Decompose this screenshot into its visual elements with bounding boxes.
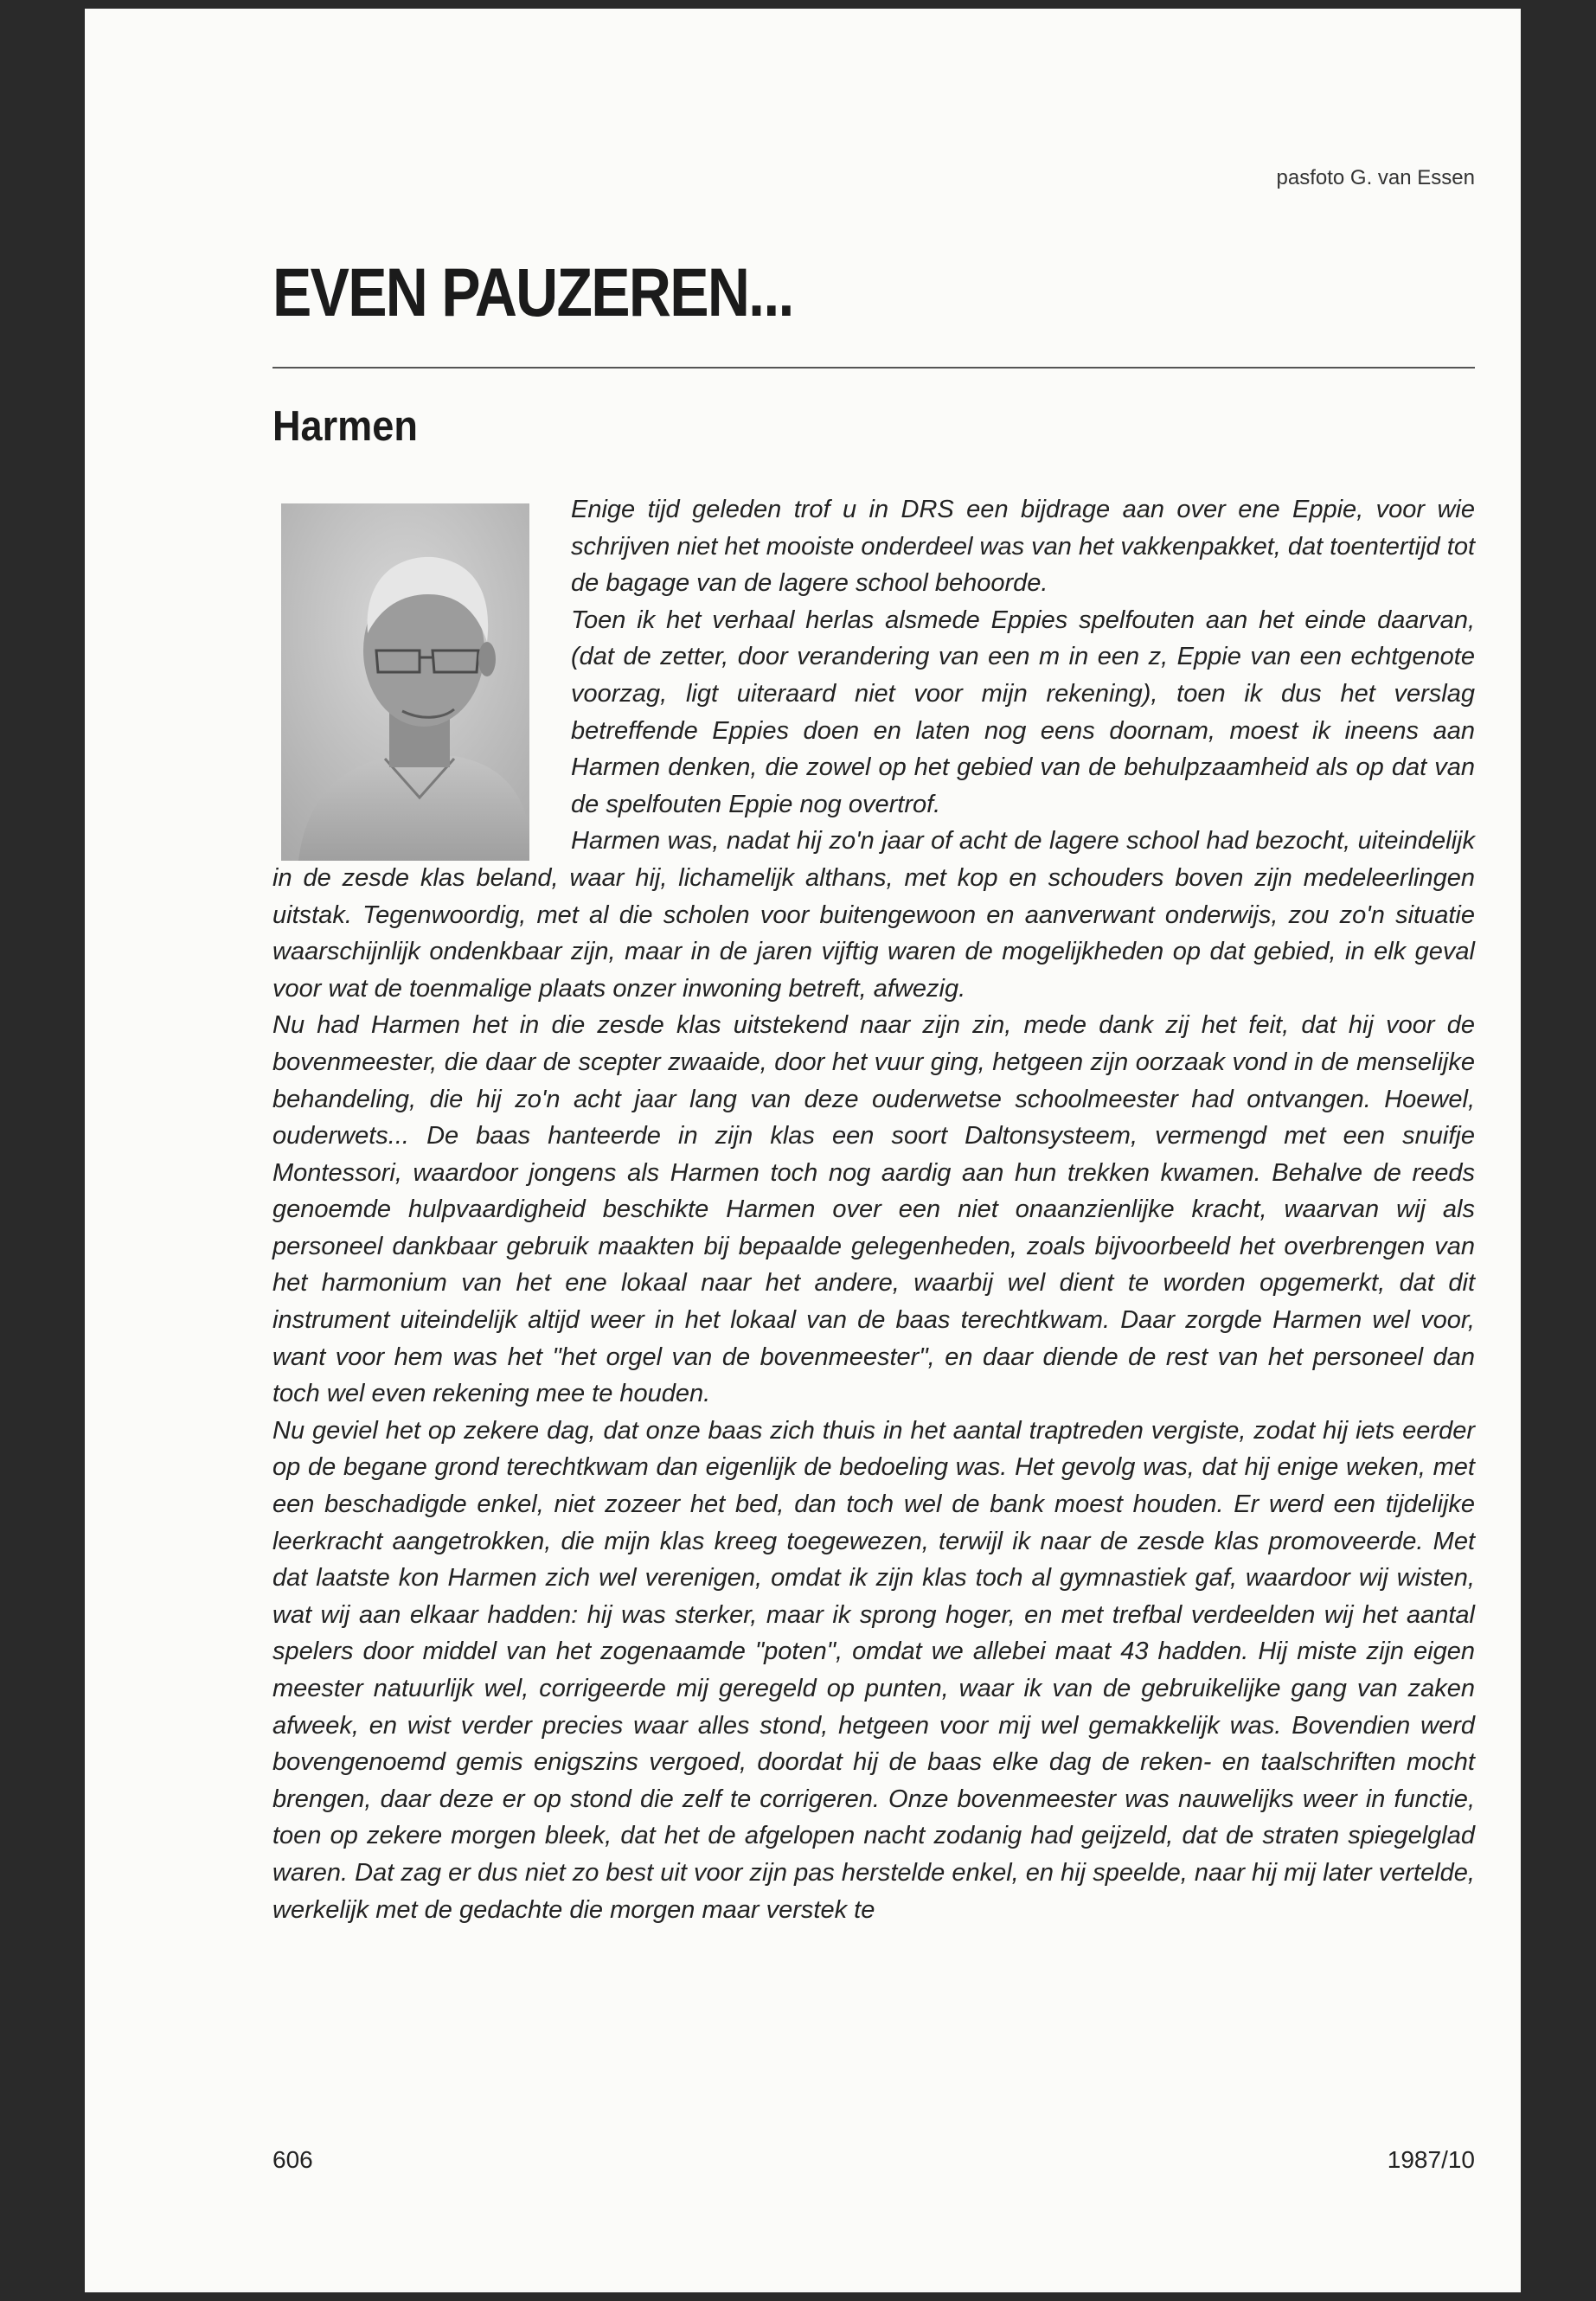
photo-spacer	[272, 491, 571, 849]
issue-number: 1987/10	[1387, 2146, 1475, 2173]
paragraph: Toen ik het verhaal herlas alsmede Eppies spelfouten aan het einde daarvan, (dat de zetter, door verandering van een m in een z, Eppie van een echtgenote voorzag, ligt uiteraard niet voor mijn rekening), toen ik dus het verslag betreffende Eppies doen en laten nog eens doornam, moest ik ineens aan Harmen denken, die zowel op het gebied van de behulpzaamheid als op dat van de spelfouten Eppie nog overtrof.	[571, 606, 1475, 818]
paragraph: Enige tijd geleden trof u in DRS een bijdrage aan over ene Eppie, voor wie schrijven niet het mooiste onderdeel was van het vakkenpakket, dat toentertijd tot de bagage van de lagere school behoorde.	[571, 496, 1475, 598]
page	[85, 9, 1521, 2292]
paragraph: Nu had Harmen het in die zesde klas uitstekend naar zijn zin, mede dank zij het feit, dat hij voor de bovenmeester, die daar de scepter zwaaide, door het vuur ging, hetgeen zijn oorzaak vond in de menselijke behandeling, die hij zo'n acht jaar lang van deze ouderwetse schoolmeester had ontvangen. Hoewel, ouderwets... De baas hanteerde in zijn klas een soort Daltonsysteem, vermengd met een snuifje Montessori, waardoor jongens als Harmen toch nog aardig aan hun trekken kwamen. Behalve de reeds genoemde hulpvaardigheid beschikte Harmen over een niet onaanzienlijke kracht, waarvan wij als personeel dankbaar gebruik maakten bij bepaalde gelegenheden, zoals bijvoorbeeld het overbrengen van het harmonium van het ene lokaal naar het andere, waarbij wel dient te worden opgemerkt, dat dit instrument uiteindelijk altijd weer in het lokaal van de baas terechtkwam. Daar zorgde Harmen wel voor, want voor hem was het "het orgel van de bovenmeester", en daar diende de rest van het personeel dan toch wel even rekening mee te houden.	[272, 1011, 1475, 1408]
title-rule	[272, 367, 1475, 369]
article-body	[272, 491, 1475, 1928]
paragraph: Nu geviel het op zekere dag, dat onze baas zich thuis in het aantal traptreden vergiste, zodat hij iets eerder op de begane grond terechtkwam dan eigenlijk de bedoeling was. Het gevolg was, dat hij enige weken, met een beschadigde enkel, niet zozeer het bed, dan toch wel de bank moest houden. Er werd een tijdelijke leerkracht aangetrokken, die mijn klas kreeg toegewezen, terwijl ik naar de zesde klas promoveerde. Met dat laatste kon Harmen zich wel verenigen, omdat ik zijn klas toch al gymnastiek gaf, waardoor wij wisten, wat wij aan elkaar hadden: hij was sterker, maar ik sprong hoger, en met trefbal verdeelden wij het aantal spelers door middel van het zogenaamde "poten", omdat we allebei maat 43 hadden. Hij miste zijn eigen meester natuurlijk wel, corrigeerde mij geregeld op punten, waar ik van de gebruikelijke gang van zaken afweek, en wist verder precies waar alles stond, hetgeen voor mij wel gemakkelijk was. Bovendien werd bovengenoemd gemis enigszins vergoed, doordat hij de baas elke dag de reken- en taalschriften mocht brengen, daar deze er op stond die zelf te corrigeren. Onze bovenmeester was nauwelijks weer in functie, toen op zekere morgen bleek, dat het de afgelopen nacht zodanig had geijzeld, dat de straten spiegelglad waren. Dat zag er dus niet zo best uit voor zijn pas herstelde enkel, en hij speelde, naar hij mij later vertelde, werkelijk met de gedachte die morgen maar verstek te	[272, 1416, 1475, 1924]
paragraph: Harmen was, nadat hij zo'n jaar of acht de lagere school had bezocht, uiteindelijk in de zesde klas beland, waar hij, lichamelijk althans, met kop en schouders boven zijn medeleerlingen uitstak. Tegenwoordig, met al die scholen voor buitengewoon en aanverwant onderwijs, zou zo'n situatie waarschijnlijk ondenkbaar zijn, maar in de jaren vijftig waren de mogelijkheden op dat gebied, in elk geval voor wat de toenmalige plaats onzer inwoning betreft, afwezig.	[272, 827, 1475, 1003]
article-subtitle: Harmen	[272, 403, 418, 450]
photo-credit: pasfoto G. van Essen	[1276, 166, 1475, 189]
page-number: 606	[272, 2146, 313, 2173]
article-title: EVEN PAUZEREN...	[272, 253, 793, 330]
